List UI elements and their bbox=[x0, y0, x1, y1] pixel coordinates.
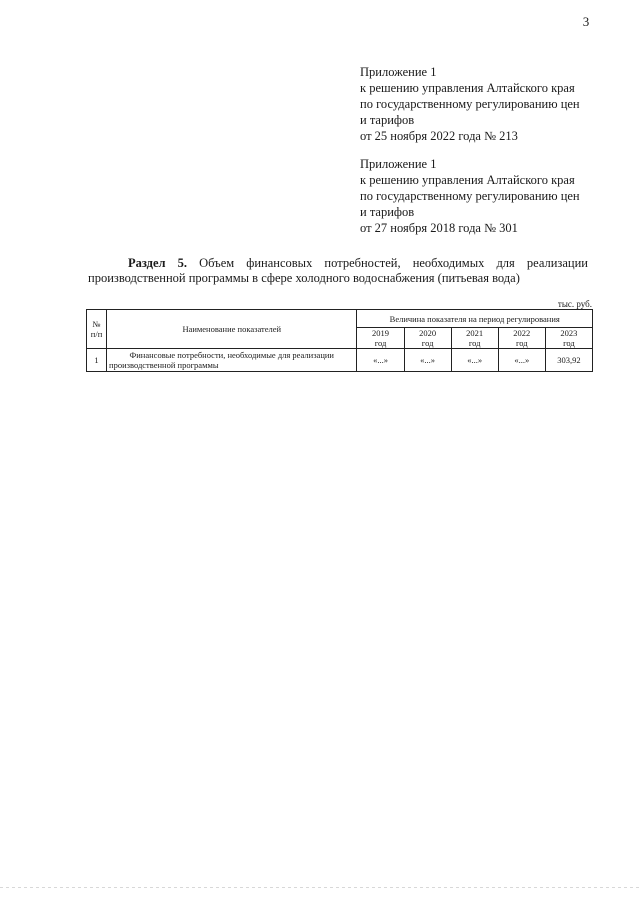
section-title-part2: производственной программы в сфере холодного водоснабжения (питьевая вода) bbox=[88, 271, 520, 285]
appendix-current-block bbox=[360, 64, 610, 144]
header-year bbox=[545, 328, 592, 349]
header-year bbox=[498, 328, 545, 349]
header-period: Величина показателя на период регулирования bbox=[357, 310, 593, 328]
header-name: Наименование показателей bbox=[107, 310, 357, 349]
year-value: 2022 bbox=[513, 328, 531, 338]
section-title-part1: Объем финансовых потребностей, необходимых для реализации bbox=[199, 256, 588, 270]
appendix-line: Приложение 1 bbox=[360, 157, 437, 171]
year-suffix: год bbox=[374, 338, 387, 348]
appendix-line: и тарифов bbox=[360, 113, 415, 127]
section-heading-line1 bbox=[88, 256, 588, 271]
units-label: тыс. руб. bbox=[557, 299, 592, 309]
appendix-original-block bbox=[360, 156, 610, 236]
table-header-row bbox=[87, 310, 593, 328]
section-label: Раздел 5. bbox=[128, 256, 188, 270]
financial-needs-table bbox=[86, 309, 593, 372]
appendix-line: по государственному регулированию цен bbox=[360, 189, 580, 203]
year-suffix: год bbox=[421, 338, 434, 348]
appendix-line: от 27 ноября 2018 года № 301 bbox=[360, 221, 518, 235]
year-suffix: год bbox=[468, 338, 481, 348]
year-value: 2019 bbox=[372, 328, 390, 338]
table-row bbox=[87, 349, 593, 372]
section-heading bbox=[88, 256, 588, 286]
header-year bbox=[404, 328, 451, 349]
appendix-line: по государственному регулированию цен bbox=[360, 97, 580, 111]
appendix-line: и тарифов bbox=[360, 205, 415, 219]
header-year bbox=[357, 328, 404, 349]
row-value: «...» bbox=[498, 349, 545, 372]
row-num: 1 bbox=[87, 349, 107, 372]
scan-artifact-line bbox=[0, 887, 640, 888]
page-number: 3 bbox=[582, 14, 590, 29]
year-value: 2021 bbox=[466, 328, 484, 338]
year-suffix: год bbox=[515, 338, 528, 348]
row-value: 303,92 bbox=[545, 349, 592, 372]
year-value: 2023 bbox=[560, 328, 578, 338]
row-value: «...» bbox=[451, 349, 498, 372]
header-num: № п/п bbox=[87, 310, 107, 349]
header-year bbox=[451, 328, 498, 349]
appendix-line: к решению управления Алтайского края bbox=[360, 173, 575, 187]
year-suffix: год bbox=[563, 338, 575, 348]
appendix-line: Приложение 1 bbox=[360, 65, 437, 79]
row-value: «...» bbox=[404, 349, 451, 372]
appendix-line: к решению управления Алтайского края bbox=[360, 81, 575, 95]
appendix-line: от 25 ноября 2022 года № 213 bbox=[360, 129, 518, 143]
row-name: Финансовые потребности, необходимые для реализации производственной программы bbox=[107, 349, 357, 372]
year-value: 2020 bbox=[419, 328, 437, 338]
row-value: «...» bbox=[357, 349, 404, 372]
